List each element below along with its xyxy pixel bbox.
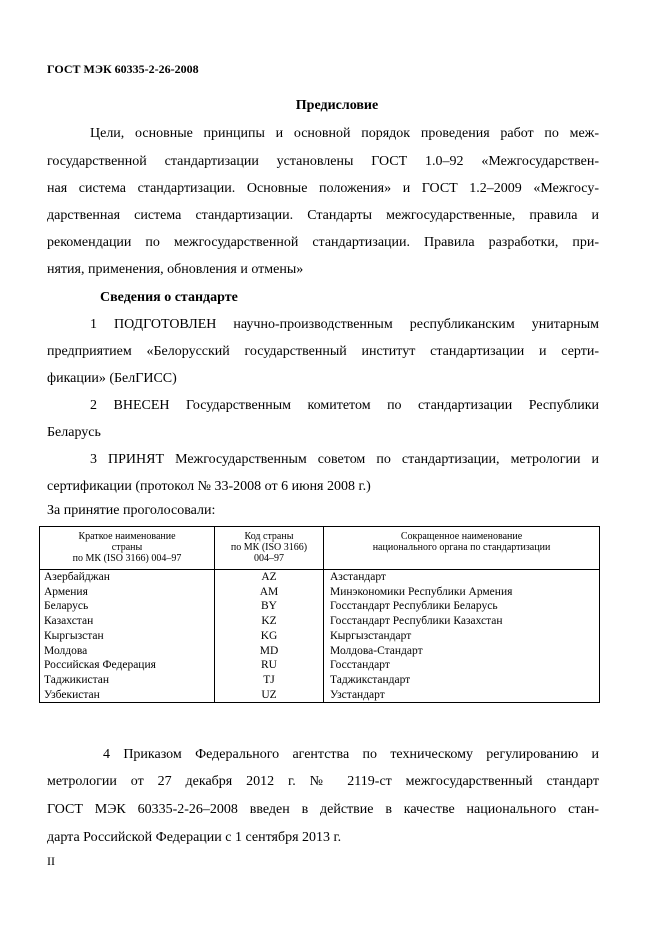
country-cell: Российская Федерация xyxy=(40,658,215,673)
body-cell: Молдова-Стандарт xyxy=(324,644,600,659)
table-row xyxy=(40,688,600,703)
code-cell: TJ xyxy=(215,673,324,688)
item-4-line: 4 Приказом Федерального агентства по техническому регулированию и xyxy=(103,747,599,762)
info-item-2-line: Беларусь xyxy=(47,425,101,440)
country-cell: Узбекистан xyxy=(40,688,215,703)
country-cell: Армения xyxy=(40,585,215,600)
preface-line: государственной стандартизации установлены ГОСТ 1.0–92 «Межгосударствен- xyxy=(47,154,599,169)
table-row xyxy=(40,585,600,600)
code-cell: MD xyxy=(215,644,324,659)
column-header-country: Краткое наименование страны по МК (ISO 3166) 004–97 xyxy=(40,527,215,570)
preface-line: рекомендации по межгосударственной стандартизации. Правила разработки, при- xyxy=(47,235,599,250)
table-row xyxy=(40,644,600,659)
standard-info-title: Сведения о стандарте xyxy=(100,290,238,305)
body-cell: Минэкономики Республики Армения xyxy=(324,585,600,600)
info-item-3-line: 3 ПРИНЯТ Межгосударственным советом по стандартизации, метрологии и xyxy=(90,452,599,467)
country-cell: Азербайджан xyxy=(40,570,215,585)
country-cell: Молдова xyxy=(40,644,215,659)
code-cell: AM xyxy=(215,585,324,600)
country-cell: Беларусь xyxy=(40,599,215,614)
code-cell: KZ xyxy=(215,614,324,629)
code-cell: UZ xyxy=(215,688,324,703)
table-row xyxy=(40,614,600,629)
info-item-3-line: сертификации (протокол № 33-2008 от 6 июня 2008 г.) xyxy=(47,479,371,494)
info-item-1-line: 1 ПОДГОТОВЛЕН научно-производственным республиканским унитарным xyxy=(90,317,599,332)
body-cell: Кыргызстандарт xyxy=(324,629,600,644)
table-row xyxy=(40,629,600,644)
item-4-line: дарта Российской Федерации с 1 сентября 2013 г. xyxy=(47,830,342,845)
info-item-1-line: фикации» (БелГИСС) xyxy=(47,371,177,386)
body-cell: Госстандарт xyxy=(324,658,600,673)
body-cell: Госстандарт Республики Казахстан xyxy=(324,614,600,629)
preface-line: Цели, основные принципы и основной порядок проведения работ по меж- xyxy=(90,126,599,141)
page-number: II xyxy=(47,854,55,868)
item-4-line: метрологии от 27 декабря 2012 г. № 2119-ст межгосударственный стандарт xyxy=(47,774,599,789)
preface-line: нятия, применения, обновления и отмены» xyxy=(47,262,304,277)
preface-line: ная система стандартизации. Основные положения» и ГОСТ 1.2–2009 «Межгосу- xyxy=(47,181,599,196)
country-cell: Таджикистан xyxy=(40,673,215,688)
voted-label: За принятие проголосовали: xyxy=(47,503,216,518)
item-4-line: ГОСТ МЭК 60335-2-26–2008 введен в действие в качестве национального стан- xyxy=(47,802,599,817)
code-cell: KG xyxy=(215,629,324,644)
table-row xyxy=(40,599,600,614)
preface-title: Предисловие xyxy=(295,98,379,113)
body-cell: Госстандарт Республики Беларусь xyxy=(324,599,600,614)
body-cell: Азстандарт xyxy=(324,570,600,585)
code-cell: BY xyxy=(215,599,324,614)
table-row xyxy=(40,570,600,585)
voting-countries-table xyxy=(39,526,600,703)
column-header-code: Код страны по МК (ISO 3166) 004–97 xyxy=(215,527,324,570)
table-header-row xyxy=(40,527,600,570)
country-cell: Кыргызстан xyxy=(40,629,215,644)
column-header-body: Сокращенное наименование национального органа по стандартизации xyxy=(324,527,600,570)
info-item-2-line: 2 ВНЕСЕН Государственным комитетом по стандартизации Республики xyxy=(90,398,599,413)
code-cell: AZ xyxy=(215,570,324,585)
preface-line: дарственная система стандартизации. Стандарты межгосударственные, правила и xyxy=(47,208,599,223)
code-cell: RU xyxy=(215,658,324,673)
table-row xyxy=(40,658,600,673)
body-cell: Узстандарт xyxy=(324,688,600,703)
document-code-header: ГОСТ МЭК 60335-2-26-2008 xyxy=(47,62,199,76)
body-cell: Таджикстандарт xyxy=(324,673,600,688)
table-row xyxy=(40,673,600,688)
info-item-1-line: предприятием «Белорусский государственный институт стандартизации и серти- xyxy=(47,344,599,359)
country-cell: Казахстан xyxy=(40,614,215,629)
